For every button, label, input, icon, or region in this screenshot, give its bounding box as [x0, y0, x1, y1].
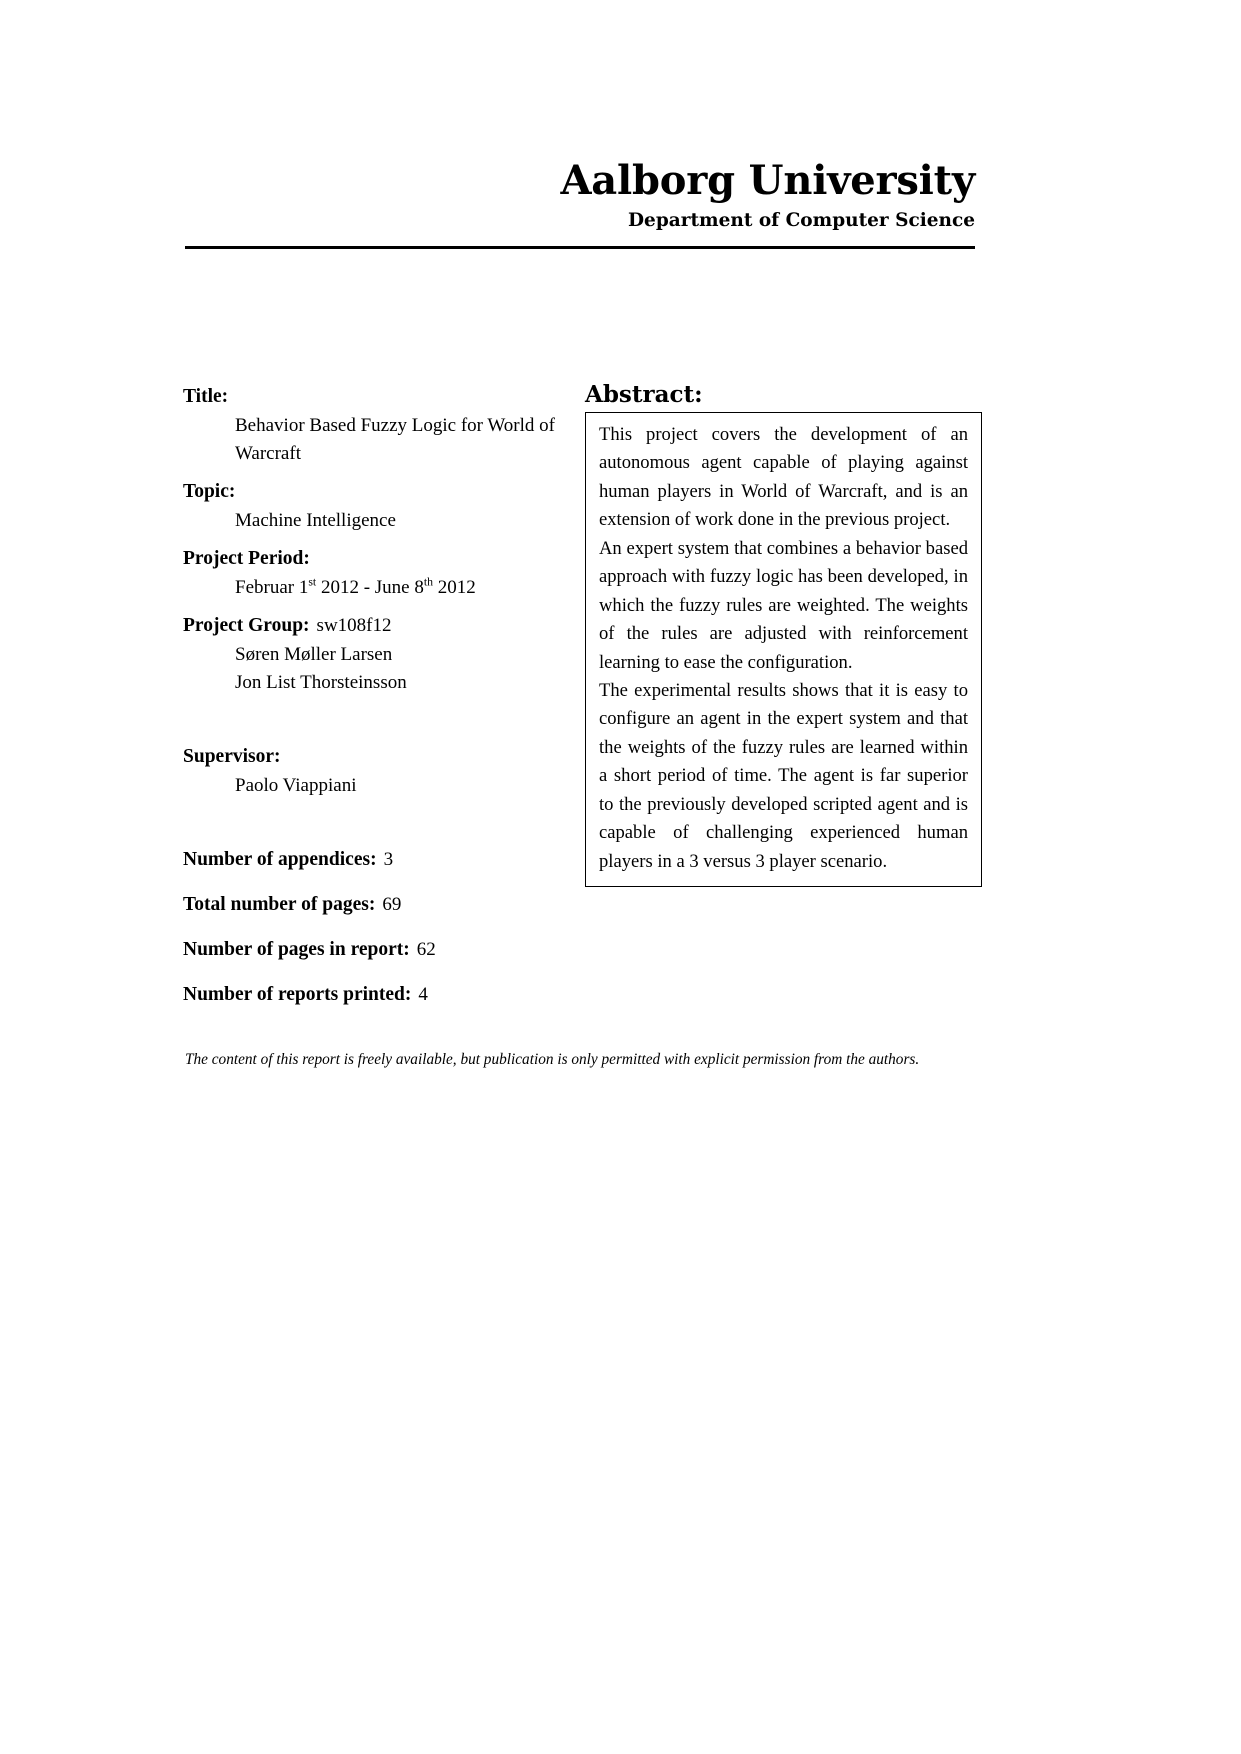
spacer: [183, 699, 573, 743]
university-name: Aalborg University: [560, 157, 975, 204]
stat-pages-in-report: [183, 936, 573, 965]
title-value: Behavior Based Fuzzy Logic for World of Warcraft: [235, 414, 555, 464]
abstract-paragraph: This project covers the development of an autonomous agent capable of playing against human players in World of Warcraft, and is an extension of work done in the previous project.: [599, 424, 968, 531]
topic-field: [183, 478, 573, 535]
spacer: [183, 802, 573, 846]
group-member: Jon List Thorsteinsson: [235, 671, 407, 693]
spacer: [183, 604, 573, 612]
group-member: Søren Møller Larsen: [235, 643, 393, 665]
topic-label: Topic:: [183, 481, 236, 503]
project-metadata-column: [183, 383, 573, 1026]
abstract-column: [585, 383, 982, 887]
abstract-box: [585, 412, 982, 887]
period-end-month: June: [374, 576, 410, 598]
project-group-label: Project Group:: [183, 615, 310, 637]
stat-label: Number of appendices:: [183, 849, 377, 871]
project-period-value: [235, 574, 573, 602]
project-period-field: [183, 545, 573, 602]
project-period-label: Project Period:: [183, 548, 310, 570]
period-start-year: 2012: [320, 576, 359, 598]
title-field: [183, 383, 573, 468]
period-start-ordinal: st: [308, 575, 317, 589]
stat-value: 4: [418, 983, 428, 1005]
stat-total-pages: [183, 891, 573, 920]
stat-value: 69: [382, 893, 402, 915]
project-group-field: [183, 612, 573, 697]
stat-reports-printed: [183, 981, 573, 1010]
copyright-note: The content of this report is freely available, but publication is only permitted with explicit permission from the authors.: [185, 1051, 920, 1068]
title-label: Title:: [183, 386, 229, 407]
stat-label: Number of reports printed:: [183, 983, 412, 1005]
topic-value: Machine Intelligence: [235, 509, 396, 531]
period-end-ordinal: th: [423, 575, 434, 589]
header-divider: [185, 246, 975, 249]
period-start-month: Februar: [235, 576, 295, 598]
period-separator: -: [363, 576, 371, 598]
spacer: [183, 537, 573, 545]
stat-value: 62: [416, 938, 436, 960]
period-start-day: 1: [298, 576, 309, 598]
supervisor-label: Supervisor:: [183, 746, 281, 768]
stat-label: Total number of pages:: [183, 893, 376, 915]
stat-appendices: [183, 846, 573, 875]
abstract-paragraph: The experimental results shows that it is easy to configure an agent in the expert system and that the weights of the fuzzy rules are learned within a short period of time. The agent is far superior to the previously developed scripted agent and is capable of challenging experienced human players in a 3 versus 3 player scenario.: [599, 679, 968, 872]
abstract-heading: Abstract:: [585, 381, 703, 408]
period-end-day: 8: [414, 576, 424, 598]
spacer: [183, 470, 573, 478]
abstract-paragraph: An expert system that combines a behavior based approach with fuzzy logic has been developed, in which the fuzzy rules are weighted. The weights of the rules are adjusted with reinforcement learning to ease the configuration.: [599, 537, 968, 673]
supervisor-field: [183, 743, 573, 800]
document-header: [185, 157, 975, 232]
project-group-value: sw108f12: [316, 615, 392, 637]
supervisor-value: Paolo Viappiani: [235, 774, 357, 796]
period-end-year: 2012: [437, 576, 476, 598]
stat-label: Number of pages in report:: [183, 938, 410, 960]
department-name: Department of Computer Science: [628, 210, 975, 231]
stat-value: 3: [383, 849, 394, 871]
